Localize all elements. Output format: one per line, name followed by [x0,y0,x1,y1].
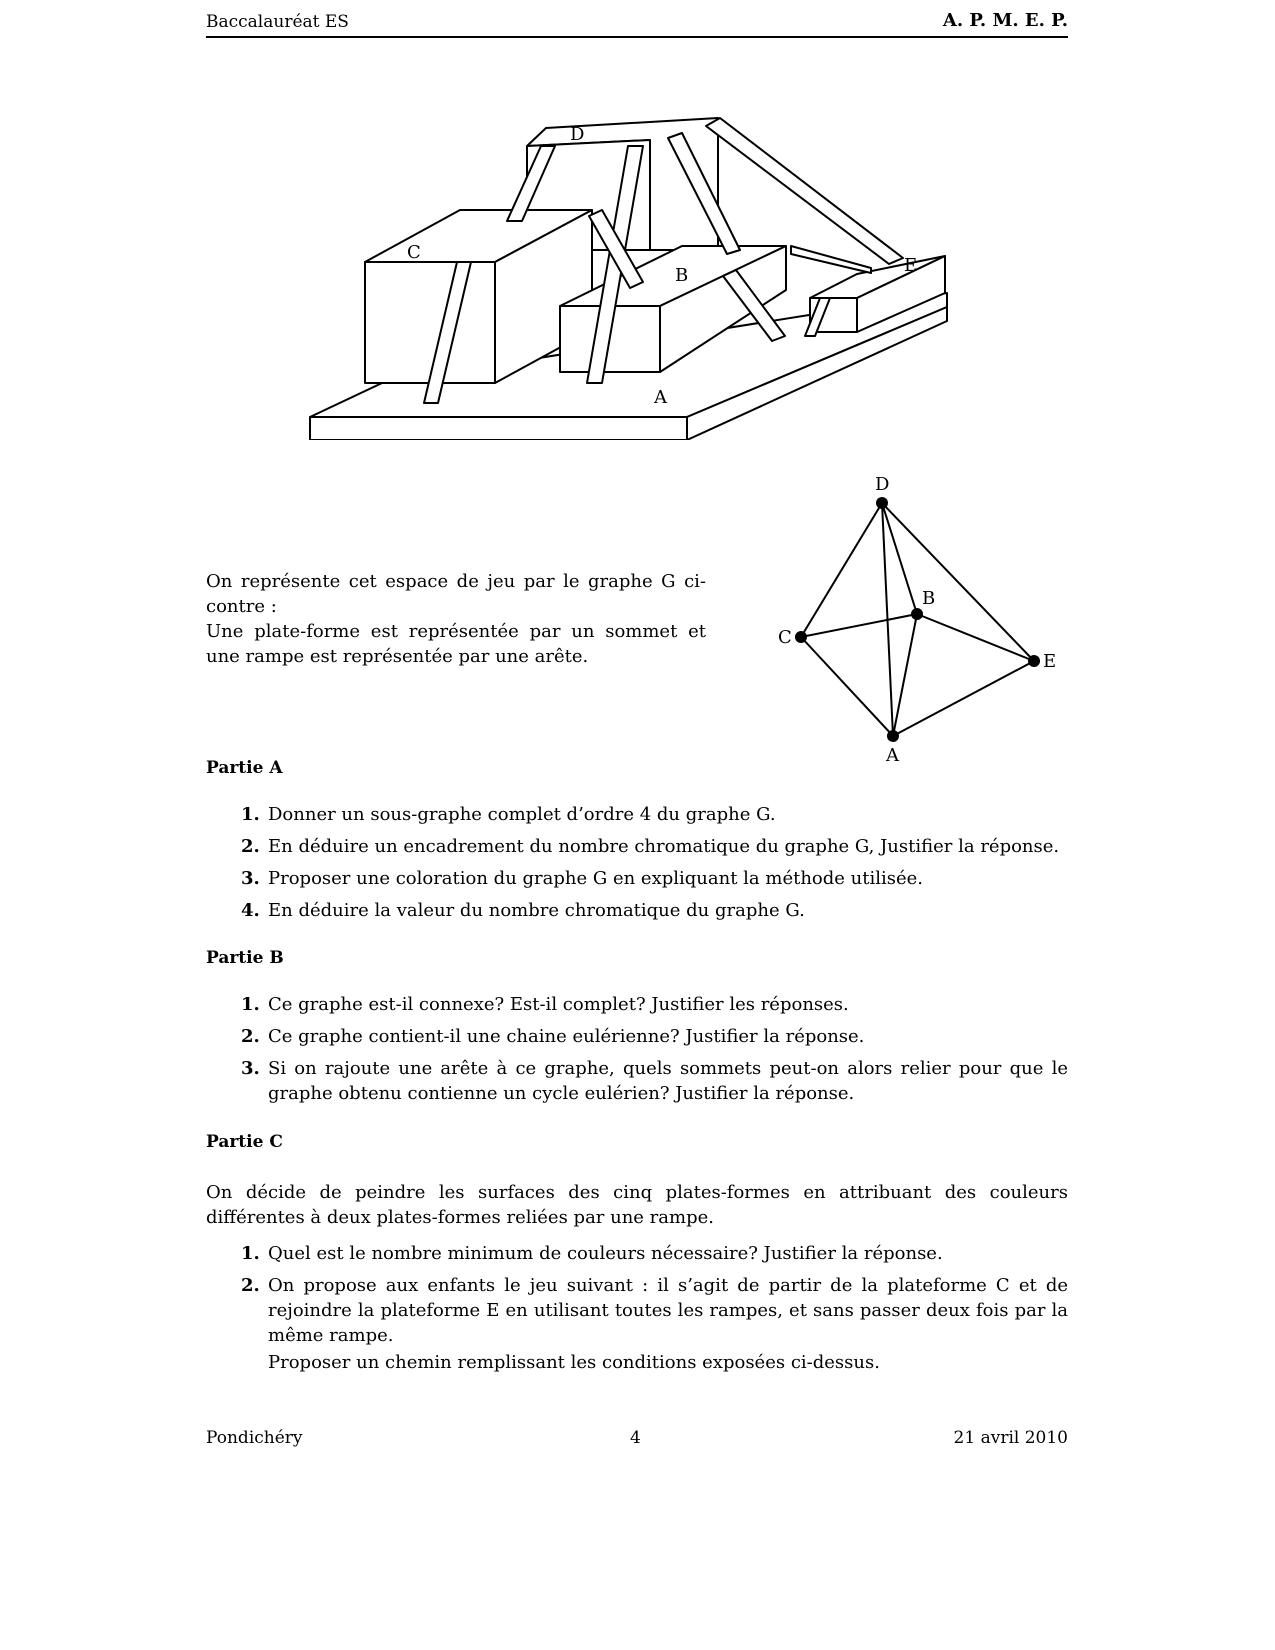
edge-EA [893,661,1034,736]
footer-page-number: 4 [630,1428,641,1448]
list-item [206,834,1068,859]
footer-right: 21 avril 2010 [953,1428,1068,1448]
header-left: Baccalauréat ES [206,12,349,32]
intro-text [206,569,706,669]
question-number: 1. [241,1243,260,1264]
list-item [206,866,1068,891]
vertex-E [1028,655,1040,667]
question-number: 3. [241,1058,260,1079]
edge-DE [882,503,1034,661]
question-number: 2. [241,836,260,857]
edge-CB [801,614,917,637]
list-item [206,1273,1068,1375]
edge-BE [917,614,1034,661]
vertex-label-A: A [886,745,899,766]
question-text: En déduire un encadrement du nombre chromatique du graphe G, Justifier la réponse. [268,836,1060,857]
question-text: Proposer une coloration du graphe G en expliquant la méthode utilisée. [268,868,924,889]
question-number: 1. [241,994,260,1015]
playground-illustration [300,100,970,440]
list-item [206,1241,1068,1266]
partB-questions [206,992,1068,1113]
intro-line-1: On représente cet espace de jeu par le graphe G ci-contre : [206,571,706,617]
vertex-C [795,631,807,643]
question-text: Quel est le nombre minimum de couleurs nécessaire? Justifier la réponse. [268,1243,943,1264]
question-text: Donner un sous-graphe complet d’ordre 4 du graphe G. [268,804,776,825]
list-item [206,898,1068,923]
list-item [206,992,1068,1017]
list-item [206,1056,1068,1106]
question-text: Ce graphe contient-il une chaine eulérienne? Justifier la réponse. [268,1026,865,1047]
vertex-label-B: B [922,588,936,609]
page-header [206,10,1068,38]
label-C: C [407,242,421,263]
vertex-D [876,497,888,509]
label-B: B [675,265,689,286]
header-right: A. P. M. E. P. [942,10,1068,31]
edge-DC [801,503,882,637]
graph-g [760,470,1070,770]
vertex-A [887,730,899,742]
question-text: En déduire la valeur du nombre chromatique du graphe G. [268,900,805,921]
list-item [206,802,1068,827]
question-number: 1. [241,804,260,825]
question-number: 3. [241,868,260,889]
question-number: 2. [241,1026,260,1047]
intro-line-2: Une plate-forme est représentée par un sommet et une rampe est représentée par une arête. [206,621,706,667]
question-extra: Proposer un chemin remplissant les conditions exposées ci-dessus. [268,1352,880,1373]
label-D: D [570,124,585,145]
partC-title: Partie C [206,1132,283,1152]
vertex-label-D: D [875,474,890,495]
edge-CA [801,637,893,736]
vertex-B [911,608,923,620]
list-item [206,1024,1068,1049]
partB-title: Partie B [206,948,284,968]
vertex-label-E: E [1043,651,1057,672]
question-number: 4. [241,900,260,921]
partA-title: Partie A [206,758,283,778]
footer-left: Pondichéry [206,1428,303,1448]
partA-questions [206,802,1068,930]
question-text: Si on rajoute une arête à ce graphe, quels sommets peut-on alors relier pour que le graphe obtenu contienne un cycle eulérien? Justifier la réponse. [268,1058,1068,1104]
label-A: A [654,387,667,408]
label-E: E [904,255,918,276]
question-number: 2. [241,1275,260,1296]
partC-intro: On décide de peindre les surfaces des cinq plates-formes en attribuant des couleurs différentes à deux plates-formes reliées par une rampe. [206,1182,1068,1228]
question-text: Ce graphe est-il connexe? Est-il complet? Justifier les réponses. [268,994,849,1015]
vertex-label-C: C [778,627,792,648]
question-text: On propose aux enfants le jeu suivant : il s’agit de partir de la plateforme C et de rejoindre la plateforme E en utilisant toutes les rampes, et sans passer deux fois par la même rampe. [268,1275,1068,1346]
partC-questions [206,1241,1068,1382]
edge-BA [893,614,917,736]
